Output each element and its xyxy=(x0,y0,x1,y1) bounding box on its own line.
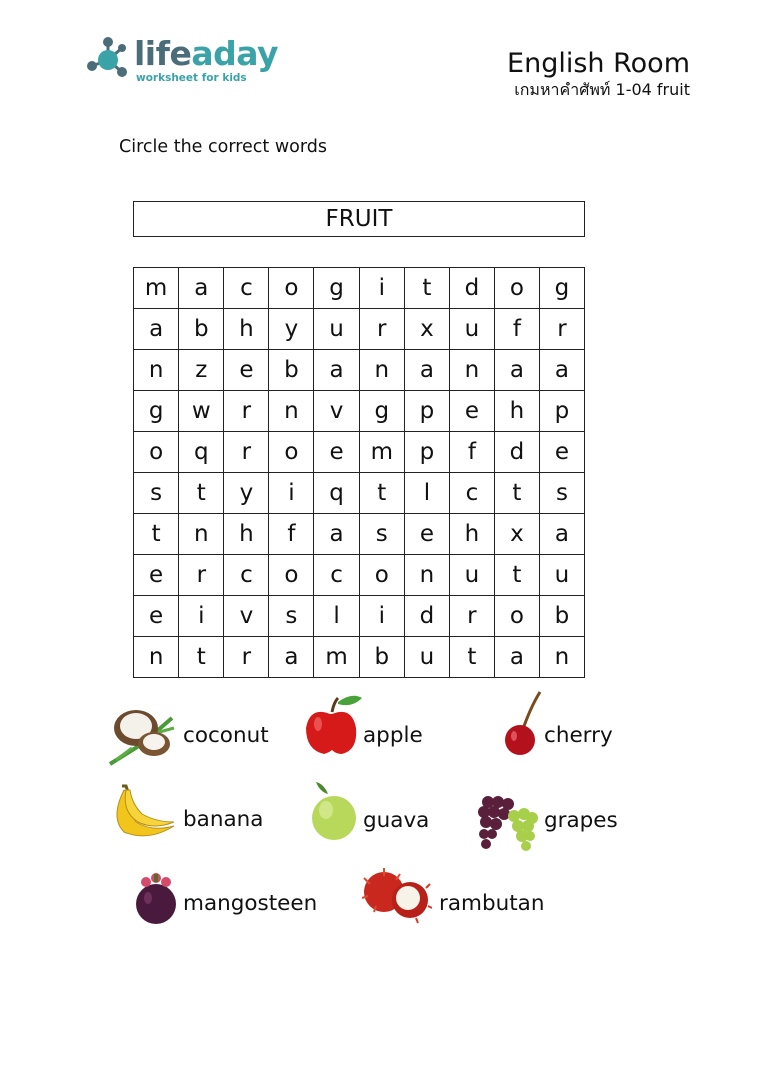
logo-wordmark: lifeaday xyxy=(134,34,279,73)
grid-cell[interactable]: b xyxy=(179,309,224,350)
grid-cell[interactable]: v xyxy=(314,391,359,432)
word-coconut: coconut xyxy=(183,723,269,748)
apple-icon xyxy=(302,692,364,758)
grid-cell[interactable]: y xyxy=(224,473,269,514)
grid-cell[interactable]: d xyxy=(449,268,494,309)
grid-cell[interactable]: e xyxy=(224,350,269,391)
grid-cell[interactable]: r xyxy=(359,309,404,350)
grid-cell[interactable]: i xyxy=(269,473,314,514)
grid-cell[interactable]: a xyxy=(134,309,179,350)
grid-cell[interactable]: e xyxy=(134,596,179,637)
grid-cell[interactable]: p xyxy=(539,391,584,432)
grid-cell[interactable]: n xyxy=(179,514,224,555)
grid-cell[interactable]: s xyxy=(134,473,179,514)
grid-cell[interactable]: z xyxy=(179,350,224,391)
rambutan-icon xyxy=(360,868,432,924)
grid-cell[interactable]: o xyxy=(269,268,314,309)
grid-cell[interactable]: r xyxy=(539,309,584,350)
header xyxy=(507,48,690,100)
grid-cell[interactable]: c xyxy=(449,473,494,514)
grid-cell[interactable]: g xyxy=(539,268,584,309)
grid-cell[interactable]: r xyxy=(224,637,269,678)
grid-cell[interactable]: n xyxy=(134,350,179,391)
word-mangosteen: mangosteen xyxy=(183,891,318,916)
grid-cell[interactable]: w xyxy=(179,391,224,432)
banana-icon xyxy=(108,782,178,838)
grid-cell[interactable]: e xyxy=(314,432,359,473)
word-search-grid xyxy=(133,267,585,678)
grid-cell[interactable]: b xyxy=(359,637,404,678)
grid-cell[interactable]: c xyxy=(314,555,359,596)
grid-cell[interactable]: f xyxy=(269,514,314,555)
grid-row xyxy=(134,555,585,596)
grid-cell[interactable]: x xyxy=(494,514,539,555)
grid-cell[interactable]: m xyxy=(314,637,359,678)
grid-cell[interactable]: d xyxy=(494,432,539,473)
grid-cell[interactable]: o xyxy=(134,432,179,473)
grid-cell[interactable]: a xyxy=(179,268,224,309)
grid-cell[interactable]: q xyxy=(179,432,224,473)
word-grapes: grapes xyxy=(544,808,618,833)
grid-cell[interactable]: y xyxy=(269,309,314,350)
grid-cell[interactable]: u xyxy=(404,637,449,678)
grid-cell[interactable]: t xyxy=(494,473,539,514)
grid-cell[interactable]: d xyxy=(404,596,449,637)
grid-row xyxy=(134,514,585,555)
grid-cell[interactable]: e xyxy=(404,514,449,555)
grid-cell[interactable]: c xyxy=(224,268,269,309)
grid-row xyxy=(134,350,585,391)
grid-cell[interactable]: h xyxy=(224,309,269,350)
grid-cell[interactable]: h xyxy=(494,391,539,432)
grid-row xyxy=(134,391,585,432)
word-guava: guava xyxy=(363,808,430,833)
grid-cell[interactable]: o xyxy=(269,432,314,473)
grid-cell[interactable]: a xyxy=(314,350,359,391)
grid-cell[interactable]: p xyxy=(404,432,449,473)
header-title: English Room xyxy=(507,48,690,79)
grid-cell[interactable]: n xyxy=(539,637,584,678)
grid-cell[interactable]: o xyxy=(359,555,404,596)
grid-cell[interactable]: b xyxy=(269,350,314,391)
grid-row xyxy=(134,268,585,309)
grapes-icon xyxy=(474,792,544,854)
header-subtitle: เกมหาคำศัพท์ 1-04 fruit xyxy=(514,80,690,99)
grid-cell[interactable]: t xyxy=(404,268,449,309)
grid-cell[interactable]: a xyxy=(494,637,539,678)
grid-cell[interactable]: e xyxy=(539,432,584,473)
grid-cell[interactable]: o xyxy=(494,268,539,309)
grid-cell[interactable]: t xyxy=(494,555,539,596)
grid-cell[interactable]: n xyxy=(359,350,404,391)
grid-cell[interactable]: n xyxy=(134,637,179,678)
grid-cell[interactable]: a xyxy=(539,350,584,391)
grid-row xyxy=(134,637,585,678)
grid-cell[interactable]: e xyxy=(134,555,179,596)
grid-cell[interactable]: u xyxy=(449,309,494,350)
grid-cell[interactable]: v xyxy=(224,596,269,637)
grid-cell[interactable]: i xyxy=(179,596,224,637)
grid-cell[interactable]: h xyxy=(449,514,494,555)
grid-cell[interactable]: r xyxy=(224,391,269,432)
grid-cell[interactable]: s xyxy=(539,473,584,514)
grid-cell[interactable]: p xyxy=(404,391,449,432)
grid-cell[interactable]: m xyxy=(359,432,404,473)
word-banana: banana xyxy=(183,807,264,832)
grid-cell[interactable]: a xyxy=(314,514,359,555)
grid-cell[interactable]: u xyxy=(314,309,359,350)
logo-tagline: worksheet for kids xyxy=(136,72,247,84)
grid-cell[interactable]: n xyxy=(269,391,314,432)
grid-cell[interactable]: g xyxy=(359,391,404,432)
grid-cell[interactable]: u xyxy=(449,555,494,596)
logo xyxy=(86,34,279,86)
word-rambutan: rambutan xyxy=(439,891,545,916)
grid-row xyxy=(134,596,585,637)
grid-cell[interactable]: m xyxy=(134,268,179,309)
logo-mark-icon xyxy=(86,36,132,84)
grid-cell[interactable]: n xyxy=(449,350,494,391)
grid-cell[interactable]: x xyxy=(404,309,449,350)
coconut-icon xyxy=(102,704,180,770)
grid-cell[interactable]: s xyxy=(359,514,404,555)
grid-cell[interactable]: i xyxy=(359,268,404,309)
grid-cell[interactable]: g xyxy=(314,268,359,309)
grid-cell[interactable]: s xyxy=(269,596,314,637)
grid-cell[interactable]: b xyxy=(539,596,584,637)
instruction-text: Circle the correct words xyxy=(119,137,327,157)
grid-cell[interactable]: g xyxy=(134,391,179,432)
grid-cell[interactable]: i xyxy=(359,596,404,637)
grid-cell[interactable]: c xyxy=(224,555,269,596)
grid-cell[interactable]: r xyxy=(179,555,224,596)
mangosteen-icon xyxy=(132,872,180,926)
grid-row xyxy=(134,432,585,473)
grid-cell[interactable]: o xyxy=(494,596,539,637)
grid-title: FRUIT xyxy=(133,201,585,237)
grid-cell[interactable]: e xyxy=(449,391,494,432)
grid-cell[interactable]: f xyxy=(494,309,539,350)
grid-cell[interactable]: n xyxy=(404,555,449,596)
grid-cell[interactable]: t xyxy=(134,514,179,555)
cherry-icon xyxy=(500,688,548,758)
grid-cell[interactable]: l xyxy=(314,596,359,637)
grid-row xyxy=(134,309,585,350)
grid-cell[interactable]: l xyxy=(404,473,449,514)
grid-cell[interactable]: a xyxy=(539,514,584,555)
word-cherry: cherry xyxy=(544,723,613,748)
grid-row xyxy=(134,473,585,514)
grid-cell[interactable]: q xyxy=(314,473,359,514)
grid-cell[interactable]: h xyxy=(224,514,269,555)
word-apple: apple xyxy=(363,723,423,748)
grid-cell[interactable]: r xyxy=(224,432,269,473)
grid-cell[interactable]: a xyxy=(404,350,449,391)
grid-cell[interactable]: t xyxy=(179,473,224,514)
grid-cell[interactable]: a xyxy=(494,350,539,391)
grid-cell[interactable]: a xyxy=(269,637,314,678)
grid-cell[interactable]: u xyxy=(539,555,584,596)
grid-cell[interactable]: o xyxy=(269,555,314,596)
guava-icon xyxy=(306,780,360,842)
grid-cell[interactable]: t xyxy=(179,637,224,678)
grid-cell[interactable]: t xyxy=(359,473,404,514)
grid-cell[interactable]: r xyxy=(449,596,494,637)
grid-cell[interactable]: f xyxy=(449,432,494,473)
grid-cell[interactable]: t xyxy=(449,637,494,678)
